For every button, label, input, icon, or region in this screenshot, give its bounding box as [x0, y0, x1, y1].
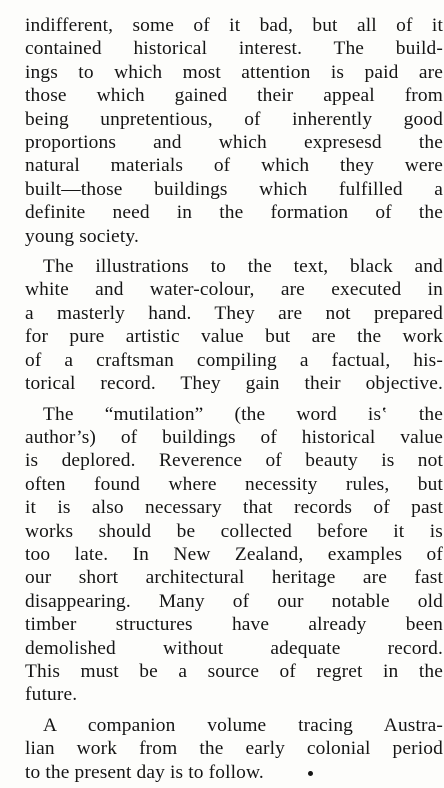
text-line: being unpretentious, of inherently good — [25, 108, 443, 130]
paragraph-2 — [25, 255, 443, 395]
text-line: young society. — [25, 225, 139, 247]
text-line: our short architectural heritage are fast — [25, 567, 443, 589]
text-line: built—those buildings which fulfilled a — [25, 178, 443, 200]
end-mark-dot — [308, 771, 313, 776]
text-line: a masterly hand. They are not prepared — [25, 302, 443, 324]
text-line: timber structures have already been — [25, 614, 443, 636]
text-line: is deplored. Reverence of beauty is not — [25, 450, 443, 472]
text-line: it is also necessary that records of past — [25, 497, 443, 519]
text-line: too late. In New Zealand, examples of — [25, 543, 443, 565]
text-line: natural materials of which they were — [25, 155, 443, 177]
text-line: those which gained their appeal from — [25, 85, 443, 107]
text-line: demolished without adequate record. — [25, 637, 443, 659]
text-line: This must be a source of regret in the — [25, 660, 443, 682]
text-line: lian work from the early colonial period — [25, 738, 443, 760]
text-line — [25, 761, 443, 784]
text-line: of a craftsman compiling a factual, his- — [25, 349, 443, 371]
text-line: torical record. They gain their objective. — [25, 373, 443, 395]
paragraph-3 — [25, 403, 443, 707]
text-line: A companion volume tracing Austra- — [43, 714, 443, 736]
text-line: indifferent, some of it bad, but all of it — [25, 15, 443, 36]
text-line: The “mutilation” (the word isʽ the — [43, 403, 443, 425]
text-line: for pure artistic value but are the work — [25, 326, 443, 348]
text-line: definite need in the formation of the — [25, 202, 443, 224]
paragraph-4 — [25, 714, 443, 784]
text-line: often found where necessity rules, but — [25, 473, 443, 495]
text-line: contained historical interest. The build- — [25, 38, 443, 60]
text-line: works should be collected before it is — [25, 520, 443, 542]
text-line: ings to which most attention is paid are — [25, 61, 443, 83]
text-line: proportions and which expresesd the — [25, 132, 443, 154]
text-line: future. — [25, 684, 78, 706]
text-line: The illustrations to the text, black and — [43, 256, 443, 278]
text-column — [25, 14, 443, 784]
text-line: disappearing. Many of our notable old — [25, 590, 443, 612]
final-line-text: to the present day is to follow. — [25, 761, 264, 783]
paragraph-1 — [25, 14, 443, 248]
text-line: author’s) of buildings of historical value — [25, 426, 443, 448]
text-line: white and water-colour, are executed in — [25, 279, 443, 301]
